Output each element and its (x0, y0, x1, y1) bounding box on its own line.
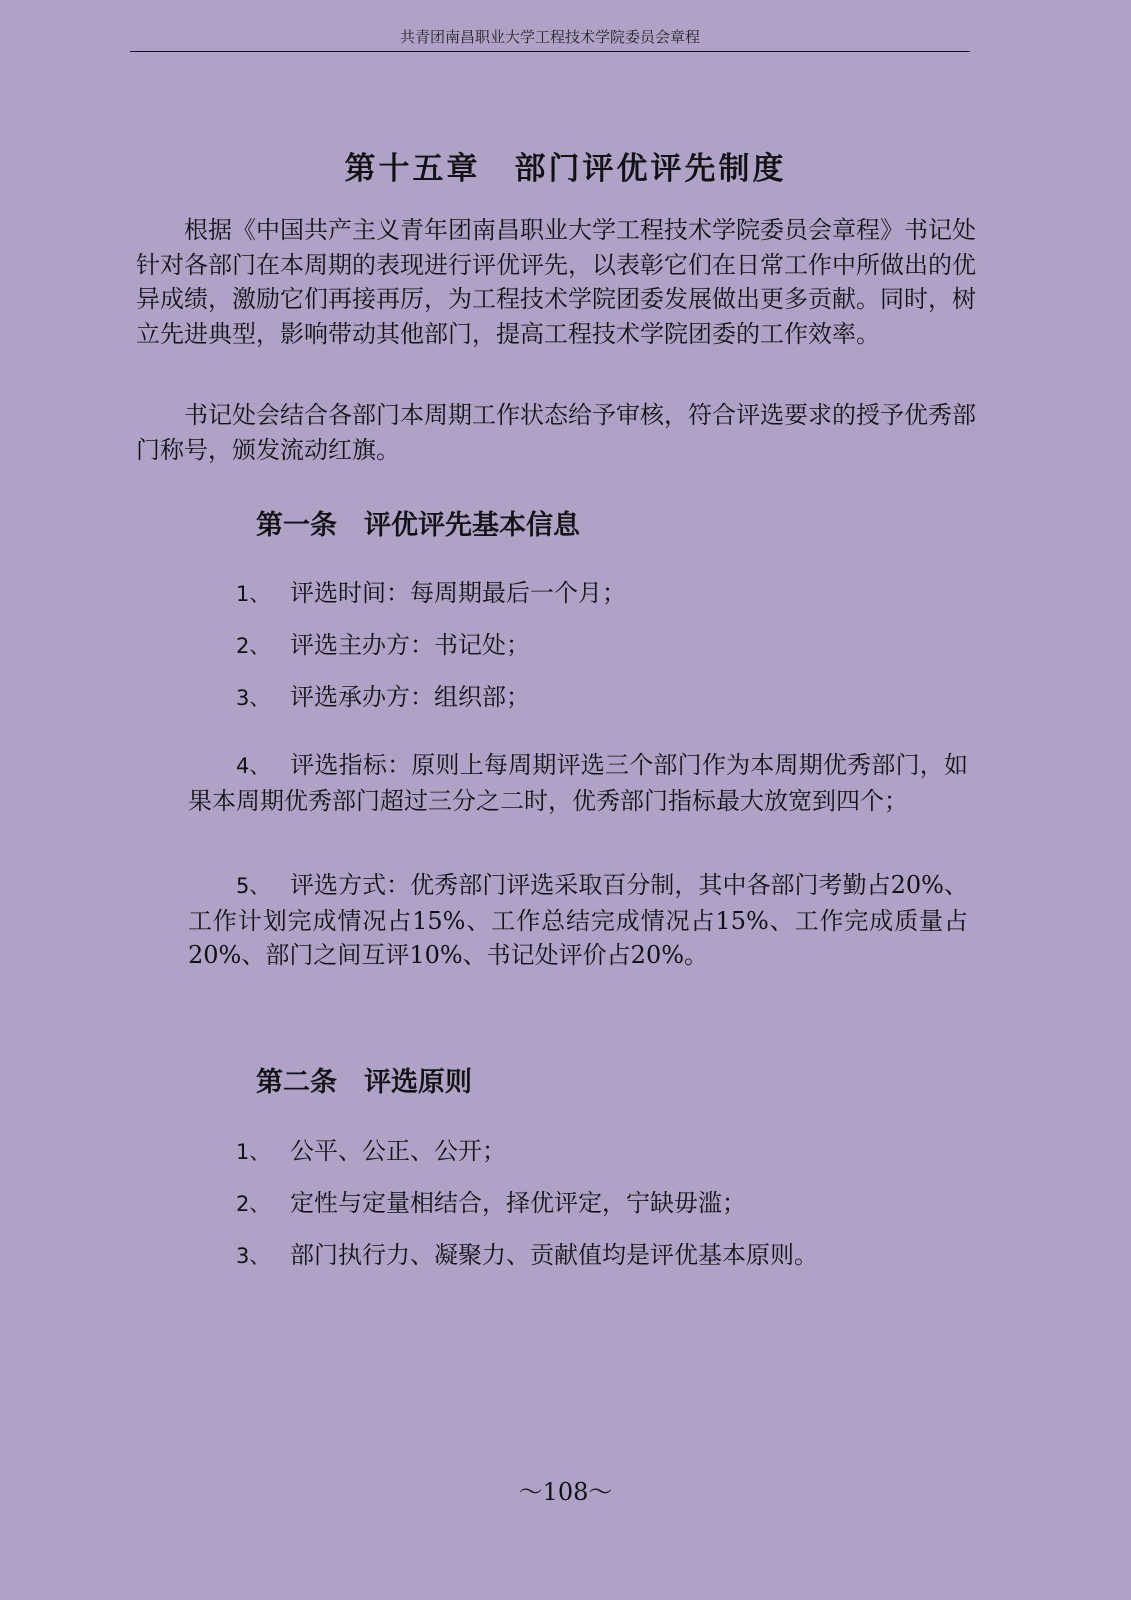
article-1-item-5 (188, 868, 968, 973)
intro-paragraph-2: 书记处会结合各部门本周期工作状态给予审核，符合评选要求的授予优秀部门称号，颁发流动红旗。 (136, 401, 976, 464)
item-text: 部门执行力、凝聚力、贡献值均是评优基本原则。 (290, 1241, 818, 1269)
running-header: 共青团南昌职业大学工程技术学院委员会章程 (399, 28, 700, 46)
article-2-item-1 (188, 1134, 968, 1170)
item-number: 3、 (236, 686, 271, 710)
article-1-item-2 (188, 628, 968, 664)
article-2-title: 第二条 评选原则 (256, 1067, 472, 1098)
item-text: 评选主办方：书记处； (290, 631, 530, 659)
item-number: 5、 (236, 874, 271, 898)
item-number: 3、 (236, 1244, 271, 1268)
chapter-title: 第十五章 部门评优评先制度 (344, 151, 787, 187)
item-text: 评选指标：原则上每周期评选三个部门作为本周期优秀部门，如果本周期优秀部门超过三分之二时，优秀部门指标最大放宽到四个； (188, 751, 968, 815)
item-text: 评选方式：优秀部门评选采取百分制，其中各部门考勤占20%、工作计划完成情况占15%、工作总结完成情况占15%、工作完成质量占20%、部门之间互评10%、书记处评价占20%。 (188, 871, 968, 969)
item-number: 1、 (236, 582, 271, 606)
header-rule (130, 51, 970, 52)
intro-paragraph-1: 根据《中国共产主义青年团南昌职业大学工程技术学院委员会章程》书记处针对各部门在本周期的表现进行评优评先，以表彰它们在日常工作中所做出的优异成绩，激励它们再接再厉，为工程技术学院团委发展做出更多贡献。同时，树立先进典型，影响带动其他部门，提高工程技术学院团委的工作效率。 (136, 216, 976, 348)
article-1-title: 第一条 评优评先基本信息 (256, 510, 580, 541)
article-2-item-2 (188, 1186, 968, 1222)
item-text: 评选时间：每周期最后一个月； (290, 579, 626, 607)
item-text: 定性与定量相结合，择优评定，宁缺毋滥； (290, 1189, 746, 1217)
page-number: ～108～ (518, 1478, 613, 1506)
item-number: 2、 (236, 634, 271, 658)
item-number: 1、 (236, 1140, 271, 1164)
item-number: 2、 (236, 1192, 271, 1216)
article-1-item-3 (188, 680, 968, 716)
article-1-item-4 (188, 748, 968, 818)
article-2-item-3 (188, 1238, 968, 1274)
item-text: 公平、公正、公开； (290, 1137, 506, 1165)
item-number: 4、 (236, 754, 271, 778)
article-1-item-1 (188, 576, 968, 612)
item-text: 评选承办方：组织部； (290, 683, 530, 711)
